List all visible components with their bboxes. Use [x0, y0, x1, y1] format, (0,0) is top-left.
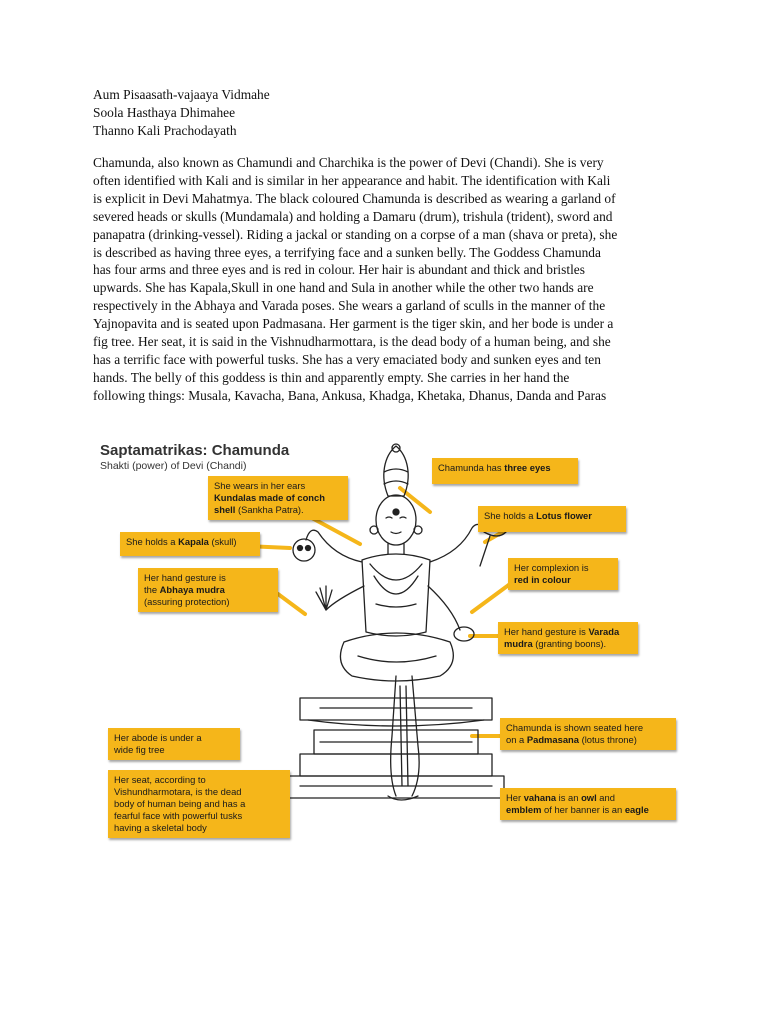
- paragraph-line: following things: Musala, Kavacha, Bana, Ankusa, Khadga, Khetaka, Dhanus, Danda and Paras: [93, 387, 607, 403]
- mantra-block: [93, 86, 693, 140]
- callout-seat: Her seat, according to Vishundharmotara, is the dead body of human being and has a fearful face with powerful tusks having a skeletal body: [108, 770, 290, 838]
- callout-kapala: She holds a Kapala (skull): [120, 532, 260, 556]
- mantra-line: Thanno Kali Prachodayath: [93, 123, 237, 138]
- paragraph-line: is explicit in Devi Mahatmya. The black coloured Chamunda is described as wearing a garland of: [93, 190, 616, 206]
- paragraph-line: hands. The belly of this goddess is thin and apparently empty. She carries in her hand the: [93, 369, 570, 385]
- callout-varada-mudra: Her hand gesture is Varada mudra (granting boons).: [498, 622, 638, 654]
- paragraph-line: panapatra (drinking-vessel). Riding a jackal or standing on a corpse of a man (shava or preta), she: [93, 226, 618, 242]
- paragraph-line: is described as having three eyes, a terrifying face and a sunken belly. The Goddess Chamunda: [93, 244, 601, 260]
- description-paragraph: [93, 154, 697, 405]
- paragraph-line: fig tree. Her seat, it is said in the Vishnudharmottara, is the dead body of a human being, and she: [93, 334, 611, 350]
- callout-lotus: She holds a Lotus flower: [478, 506, 626, 532]
- paragraph-line: has four arms and three eyes and is red in colour. Her hair is abundant and thick and bristles: [93, 262, 585, 278]
- paragraph-line: has a terrific face with powerful tusks. She has a very emaciated body and sunken eyes and ten: [93, 351, 601, 367]
- callout-abhaya-mudra: Her hand gesture is the Abhaya mudra (assuring protection): [138, 568, 278, 612]
- paragraph-line: respectively in the Abhaya and Varada poses. She wears a garland of sculls in the manner of the: [93, 298, 606, 314]
- callout-vahana: Her vahana is an owl and emblem of her banner is an eagle: [500, 788, 676, 820]
- callout-complexion: Her complexion is red in colour: [508, 558, 618, 590]
- chamunda-figure: [100, 436, 680, 846]
- paragraph-line: Yajnopavita and is seated upon Padmasana. Her garment is the tiger skin, and her bode is under a: [93, 316, 614, 332]
- mantra-line: Aum Pisaasath-vajaaya Vidmahe: [93, 87, 270, 102]
- callout-fig-tree: Her abode is under a wide fig tree: [108, 728, 240, 760]
- figure-title: Saptamatrikas: Chamunda: [100, 442, 290, 459]
- callout-three-eyes: Chamunda has three eyes: [432, 458, 578, 484]
- paragraph-line: Chamunda, also known as Chamundi and Charchika is the power of Devi (Chandi). She is very: [93, 155, 604, 170]
- figure-subtitle: Shakti (power) of Devi (Chandi): [100, 460, 247, 472]
- paragraph-line: upwards. She has Kapala,Skull in one hand and Sula in another while the other two hands are: [93, 280, 594, 296]
- paragraph-line: often identified with Kali and is similar in her appearance and habit. The identification with Kali: [93, 172, 611, 188]
- paragraph-line: severed heads or skulls (Mundamala) and holding a Damaru (drum), trishula (trident), sword and: [93, 208, 613, 224]
- callout-padmasana: Chamunda is shown seated here on a Padmasana (lotus throne): [500, 718, 676, 750]
- mantra-line: Soola Hasthaya Dhimahee: [93, 105, 236, 120]
- callout-ears: She wears in her ears Kundalas made of conch shell (Sankha Patra).: [208, 476, 348, 520]
